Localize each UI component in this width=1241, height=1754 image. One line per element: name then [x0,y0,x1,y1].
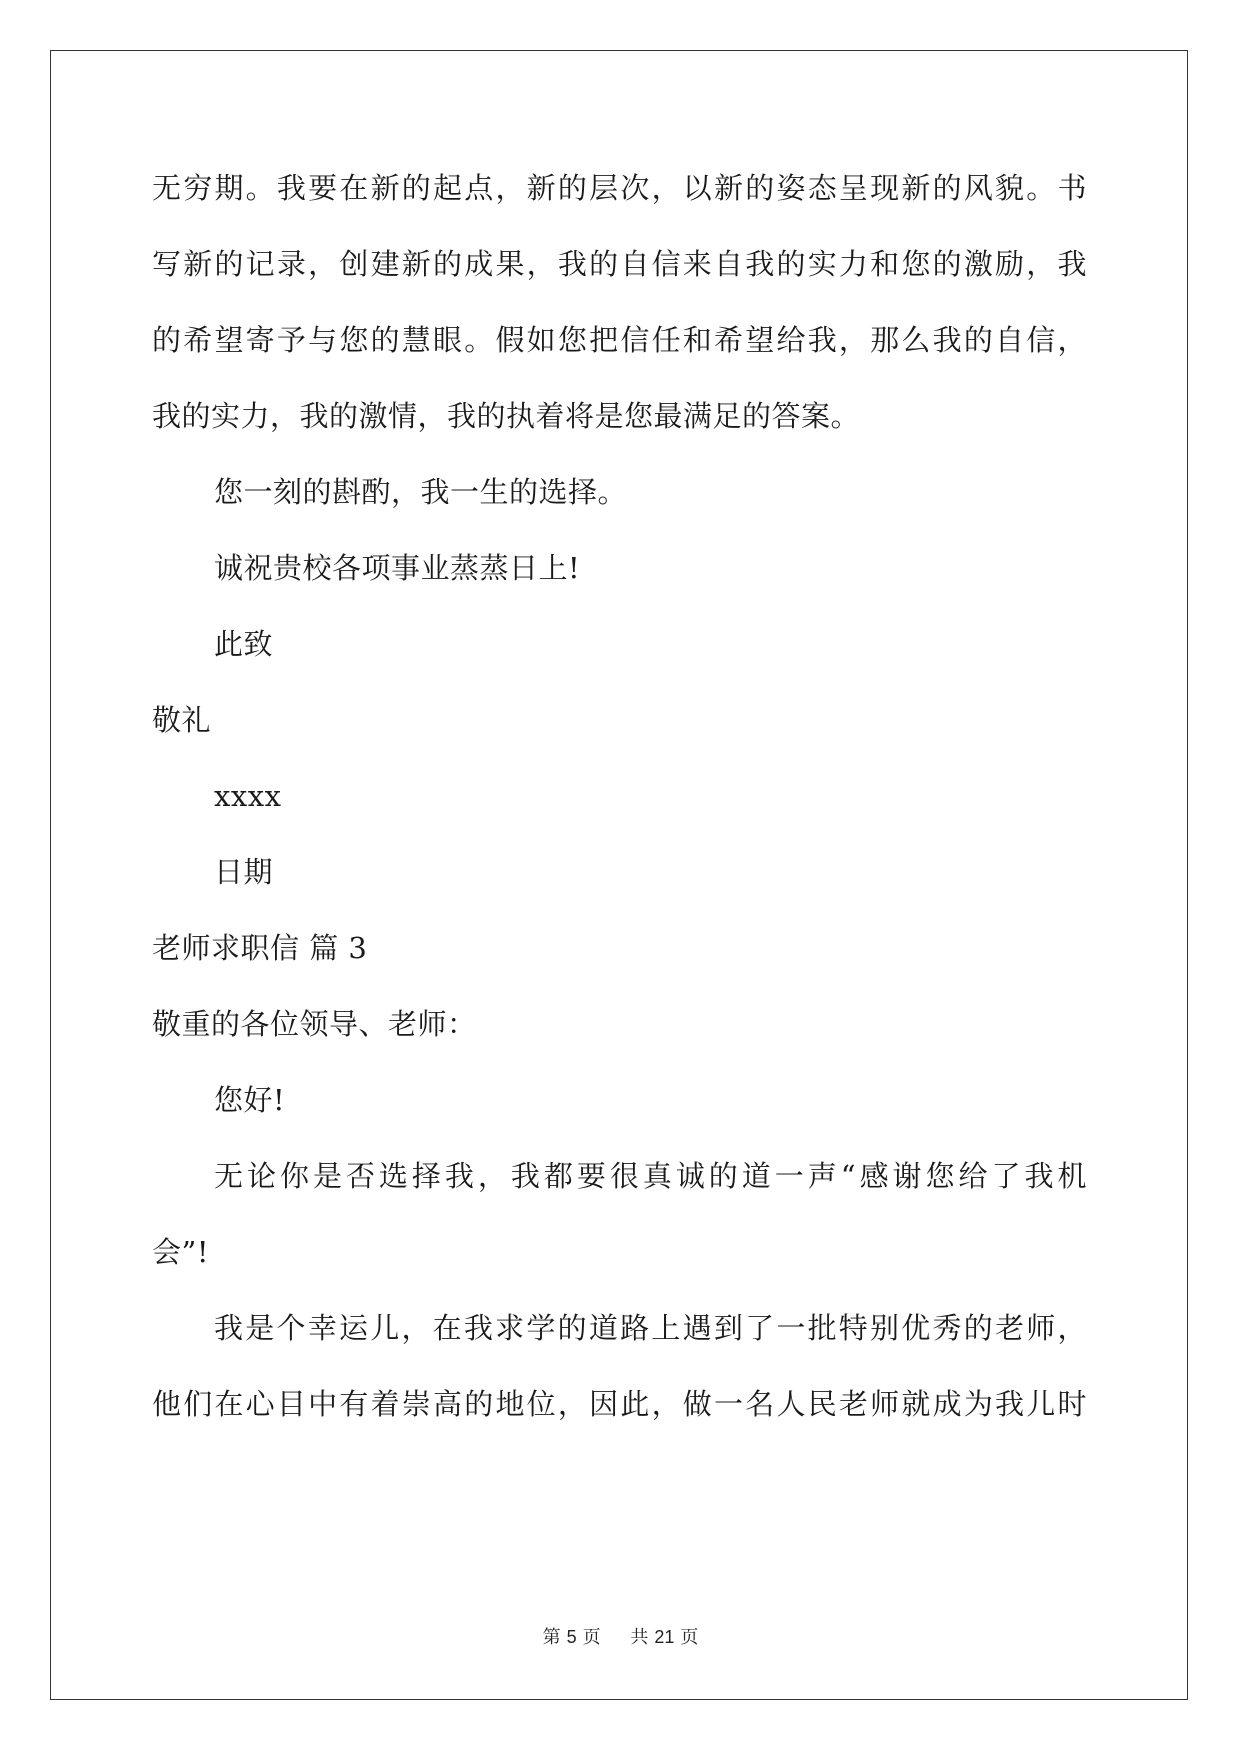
paragraph-line: 的希望寄予与您的慧眼。假如您把信任和希望给我，那么我的自信， [152,323,1087,357]
section-title: 老师求职信 篇 3 [152,931,368,965]
total-prefix: 共 [630,1627,649,1648]
paragraph-line: 写新的记录，创建新的成果，我的自信来自我的实力和您的激励，我 [152,247,1087,281]
closing-salutation: 此致 [214,627,274,661]
page-number [537,1627,607,1648]
signature-name: xxxx [214,779,282,813]
paragraph-line: 我的实力，我的激情，我的执着将是您最满足的答案。 [152,399,861,433]
paragraph-line: 无论你是否选择我，我都要很真诚的道一声“感谢您给了我机 [214,1159,1087,1193]
page-prefix: 第 [542,1627,561,1648]
closing-respect: 敬礼 [152,703,212,737]
paragraph-line: 他们在心目中有着崇高的地位，因此，做一名人民老师就成为我儿时 [152,1387,1087,1421]
paragraph-line: 我是个幸运儿，在我求学的道路上遇到了一批特别优秀的老师， [214,1311,1087,1345]
total-count: 21 [654,1627,675,1647]
page-footer [0,1625,1241,1650]
signature-date: 日期 [214,855,274,889]
paragraph-line: 诚祝贵校各项事业蒸蒸日上! [214,551,581,585]
page-total [624,1627,704,1648]
page-current: 5 [566,1627,577,1647]
paragraph-line: 无穷期。我要在新的起点，新的层次，以新的姿态呈现新的风貌。书 [152,171,1087,205]
total-suffix: 页 [680,1627,699,1648]
paragraph-line: 会”! [152,1235,209,1269]
letter-greeting: 敬重的各位领导、老师： [152,1007,477,1041]
paragraph-line: 您一刻的斟酌，我一生的选择。 [214,475,628,509]
greeting-hello: 您好! [214,1083,286,1117]
page-suffix: 页 [582,1627,601,1648]
